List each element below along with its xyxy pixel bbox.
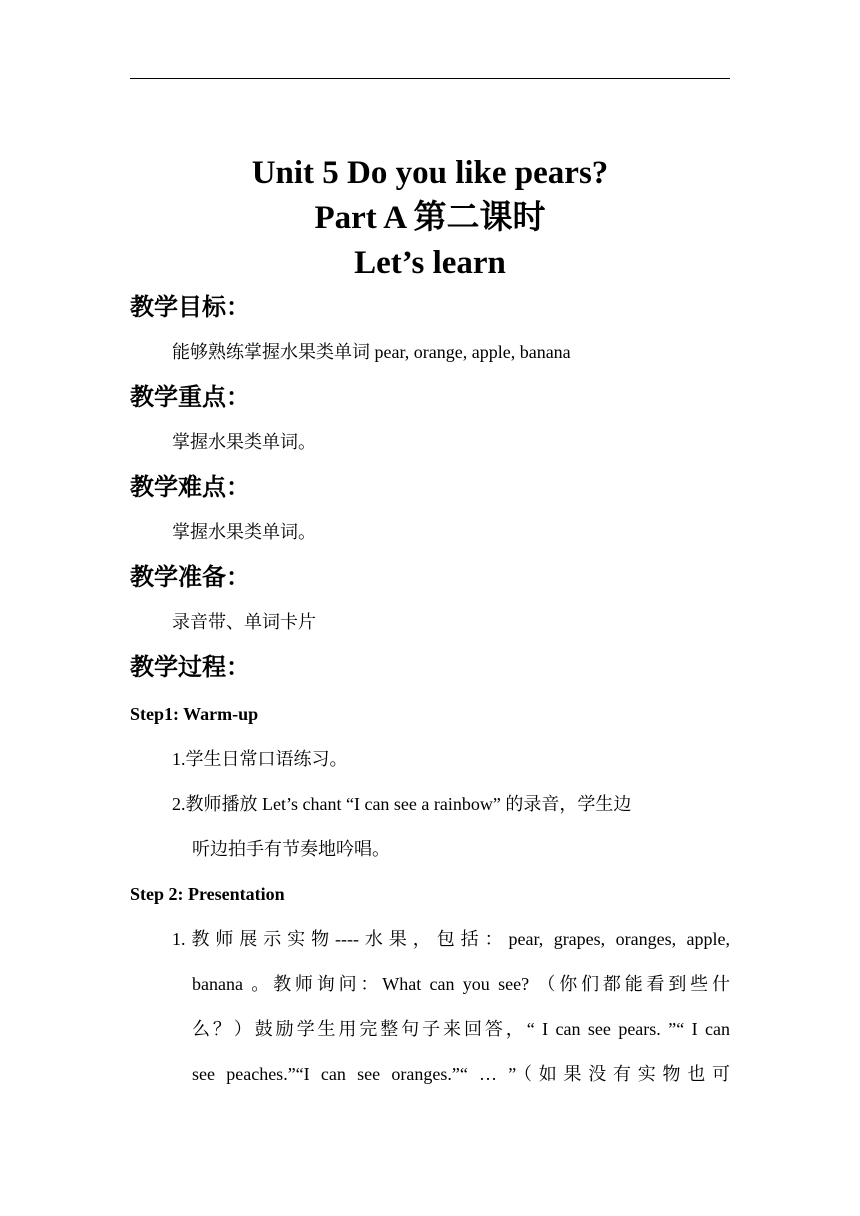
key-points-text: 掌握水果类单词。	[172, 432, 316, 452]
step2-paragraph-line-4: see peaches.”“I can see oranges.”“ … ”（如果没有实物也可	[192, 1064, 730, 1084]
lesson-title: Unit 5 Do you like pears?	[251, 155, 609, 191]
step1-title: Step1: Warm-up	[130, 704, 259, 724]
step2-title: Step 2: Presentation	[130, 884, 285, 904]
step2-paragraph-line-2: banana 。教师询问：What can you see? （你们都能看到些什	[192, 974, 730, 994]
header-rule	[130, 78, 730, 79]
lesson-subtitle: Let’s learn	[354, 245, 506, 281]
objectives-text: 能够熟练掌握水果类单词 pear, orange, apple, banana	[172, 342, 571, 362]
preparation-heading: 教学准备：	[130, 563, 250, 591]
process-heading: 教学过程：	[130, 653, 250, 681]
preparation-text: 录音带、单词卡片	[172, 612, 316, 632]
step1-item-2-continued: 听边拍手有节奏地吟唱。	[192, 839, 390, 859]
key-points-heading: 教学重点：	[130, 383, 250, 411]
lesson-part: Part A 第二课时	[314, 200, 546, 236]
step1-item-2: 2.教师播放 Let’s chant “I can see a rainbow” 的录音，学生边	[172, 794, 632, 814]
step1-item-1: 1.学生日常口语练习。	[172, 749, 348, 769]
objectives-heading: 教学目标：	[130, 293, 250, 321]
difficulties-heading: 教学难点：	[130, 473, 250, 501]
step2-paragraph-line-1: 1.教师展示实物----水果，包括：pear, grapes, oranges, apple,	[172, 929, 730, 949]
step2-paragraph-line-3: 么？）鼓励学生用完整句子来回答，“ I can see pears. ”“ I can	[192, 1019, 730, 1039]
difficulties-text: 掌握水果类单词。	[172, 522, 316, 542]
